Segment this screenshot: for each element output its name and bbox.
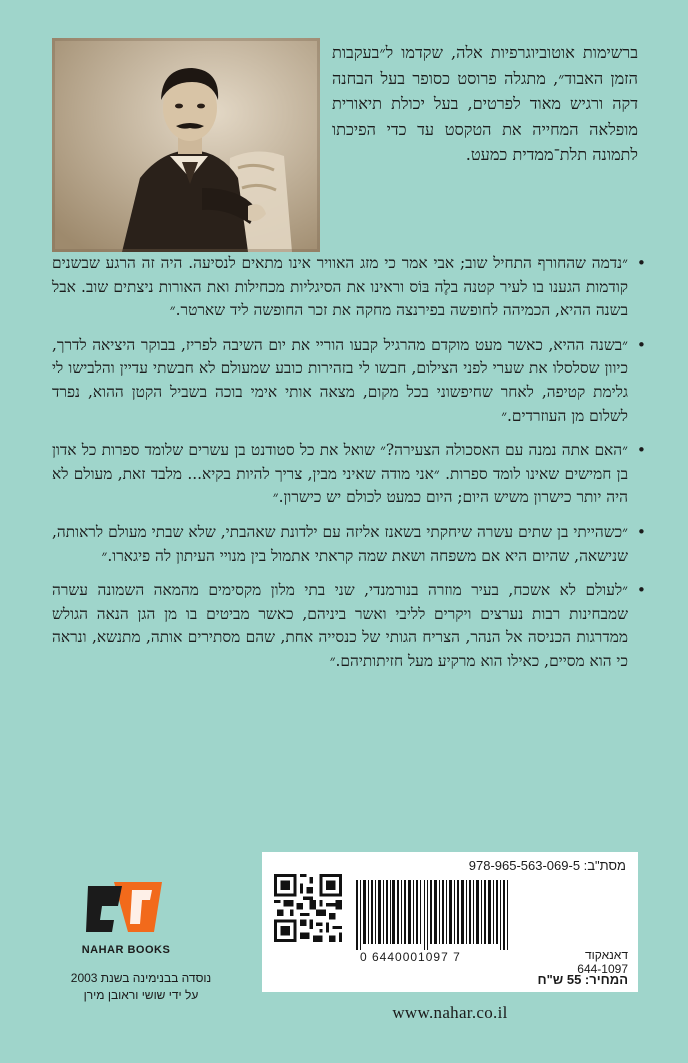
barcode-number: 0 6440001097 7 [360,950,461,964]
publisher-name: NAHAR BOOKS [81,944,171,956]
barcode-panel [262,852,638,992]
bullet-icon: • [636,335,646,354]
danacode-label: דאנאקוד [585,948,628,962]
publisher-website: www.nahar.co.il [392,1003,508,1022]
quote-item [52,252,646,323]
bullet-icon: • [636,441,646,460]
bullet-icon: • [636,581,646,600]
quote-text: ״האם אתה נמנה עם האסכולה הצעירה?״ שואל את כל סטודנט בן עשרים שלומד ספרות כל אדון בן חמישים שאינו לומד ספרות. ״אני מודה שאיני מבין, צריך להיות בקיא... מלבד זאת, מעולם לא היה יותר כישרון משיש היום; היום כמעט לכולם יש כישרון.״ [52,441,628,507]
qr-code-icon [274,874,342,942]
publisher-founded-note [38,970,244,1004]
bullet-icon: • [636,522,646,541]
quote-text: ״נדמה שהחורף התחיל שוב; אבי אמר כי מזג האוויר אינו מתאים לנסיעה. היה זה הרגע שבשנים קודמות הגענו בו לעיר קטנה בלֶה בּוֹס וראינו את הסיגליות מכחילות ואת האורות ניצתים שוב. אבל בשנה ההיא, הכמיהה לחופשה בפירנצה מחקה את זכר החופשה ליד שארטר.״ [52,254,628,320]
quote-text: ״לעולם לא אשכח, בעיר מוזרה בנורמנדי, שני בתי מלון מקסימים מהמאה השמונה עשרה שמבחינות רבות נערצים ויקרים לליבי ואשר ביניהם, כאשר מביטים בו מן הגן הנאה הגולש ממדרגות הכניסה אל הנהר, הצריח הגותי של כנסייה אחת, שהם מסתירים אותה, מתנשא, ונראה כי הוא מסיים, כאילו הוא מרקיע מעל חזיתותיהם.״ [52,581,628,670]
author-portrait-image [52,38,320,252]
barcode-icon [354,880,512,950]
founded-line-2: על ידי שושי וראובן מירן [83,988,199,1002]
intro-paragraph: ברשימות אוטוביוגרפיות אלה, שקדמו ל״בעקבות הזמן האבוד״, מתגלה פרוסט כסופר בעל הבחנה דקה ורגיש מאוד לפרטים, בעל יכולת תיאורית מופלאה המחייה את הטקסט עד כדי הפיכתו לתמונה תלת־ממדית כמעט. [332,43,638,164]
founded-line-1: נוסדה בבנימינה בשנת 2003 [70,971,212,985]
author-photo [52,38,320,252]
quote-item [52,521,646,568]
quote-text: ״כשהייתי בן שתים עשרה שיחקתי בשאנז אליזה עם ילדונת שאהבתי, שלא שבתי מעולם לראותה, שנישאה, שהיום היא אם משפחה ושאת שמה קראתי אתמול בין מנויי העיתון לה פיגארו.״ [52,522,628,565]
bullet-icon: • [636,254,646,272]
publisher-logo [84,880,168,934]
danacode-number: 644-1097 [577,962,628,976]
publisher-logo-icon [84,880,168,934]
price-label: המחיר: 55 ש"ח [537,972,628,987]
quote-item [52,439,646,510]
quote-item [52,334,646,428]
quotes-list [52,252,646,685]
quote-text: ״בשנה ההיא, כאשר מעט מוקדם מהרגיל קבעו הוריי את יום השיבה לפריז, בבוקר היציאה לדרך, כיוון שסלסלו את שערי לפני הצילום, חבשו לי בזהירות כובע שמעולם לא חבשתי עדיין והלבישו לי גלימת קטיפה, לאחר שחיפשוני בכל מקום, מצאה אותי אימי בוכה בשביל הקטן ההוא, נפרד לשלום מן העוזרדים.״ [52,335,628,425]
isbn-label: מסת"ב: 978-965-563-069-5 [468,858,626,873]
quote-item [52,579,646,673]
